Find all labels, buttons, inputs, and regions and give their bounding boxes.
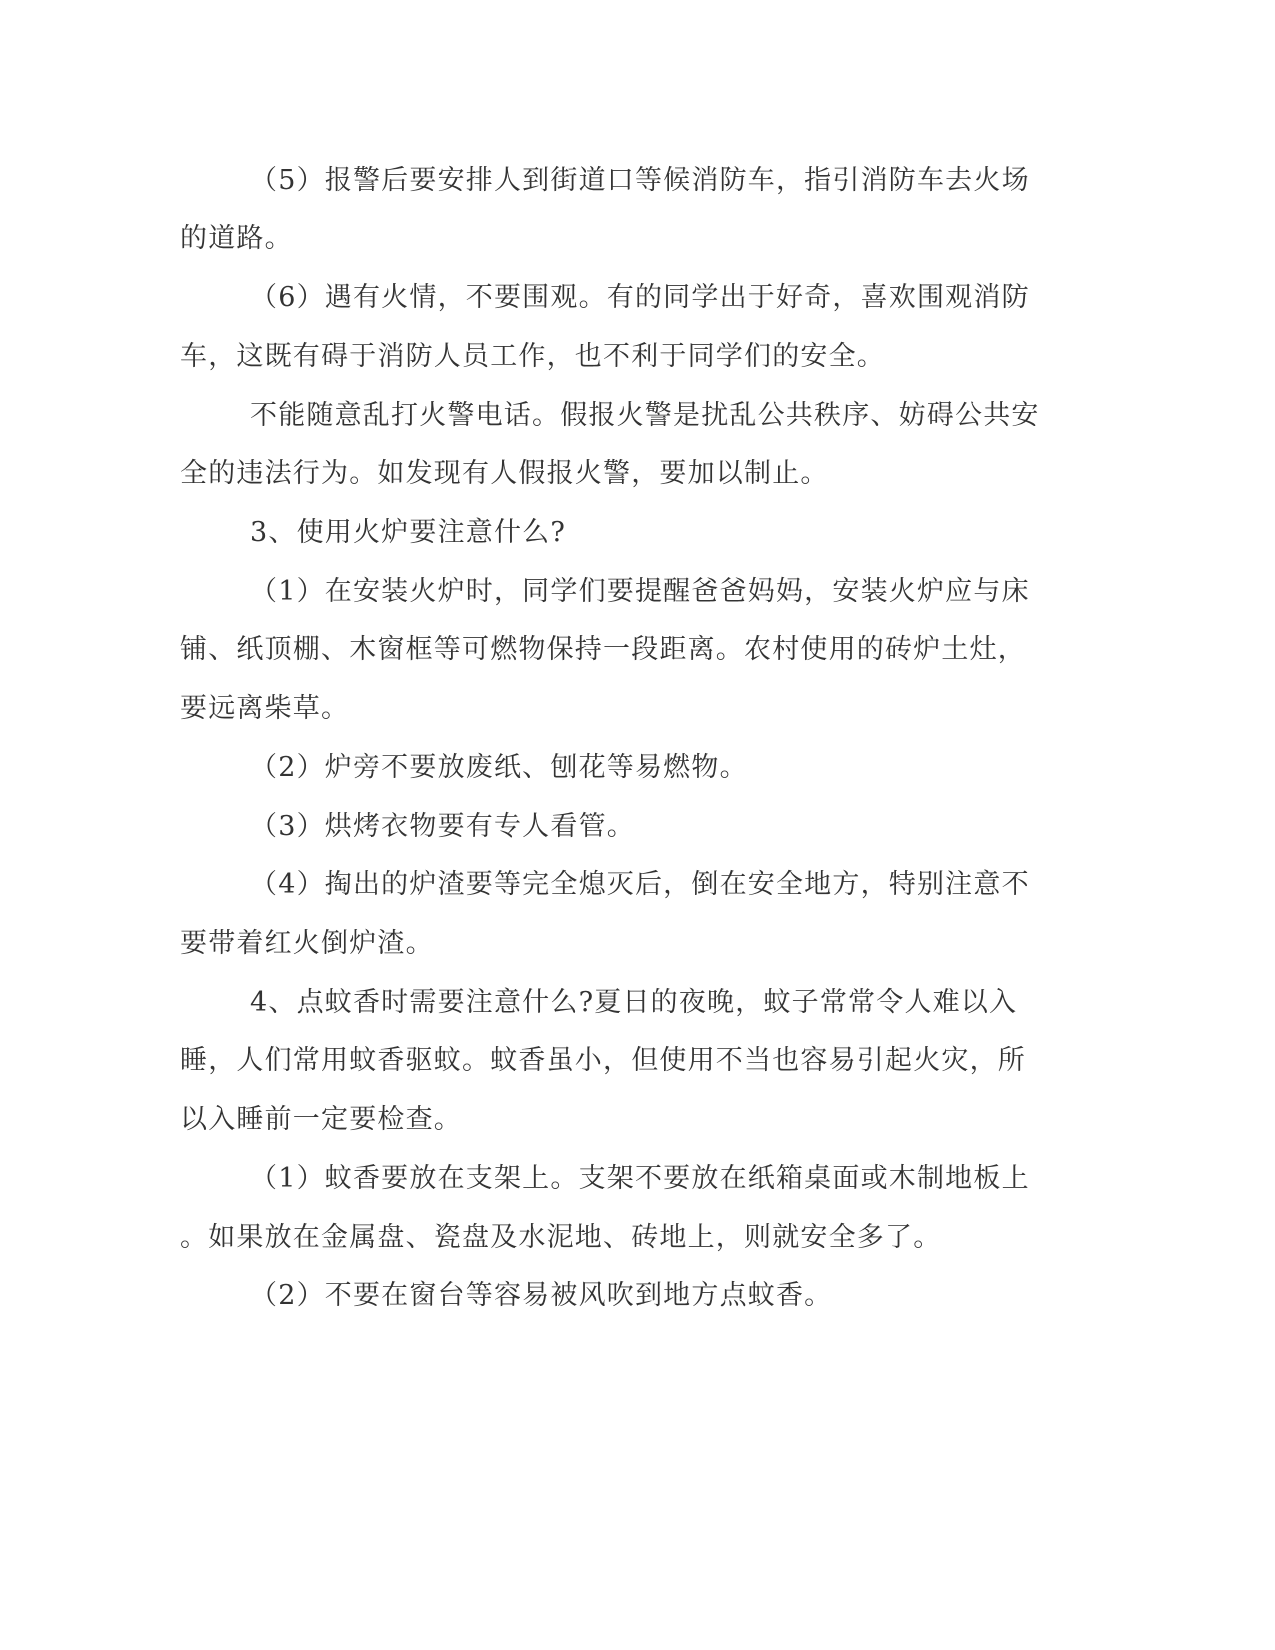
- paragraph-line: 不能随意乱打火警电话。假报火警是扰乱公共秩序、妨碍公共安: [250, 400, 1040, 431]
- paragraph-line: 睡，人们常用蚊香驱蚊。蚊香虽小，但使用不当也容易引起火灾，所: [180, 1045, 1026, 1076]
- paragraph-line: 铺、纸顶棚、木窗框等可燃物保持一段距离。农村使用的砖炉土灶，: [180, 634, 1026, 665]
- paragraph-line: 要带着红火倒炉渣。: [180, 928, 434, 959]
- paragraph-line: （3）烘烤衣物要有专人看管。: [250, 811, 635, 842]
- paragraph-line: （2）不要在窗台等容易被风吹到地方点蚊香。: [250, 1280, 833, 1311]
- paragraph-line: 全的违法行为。如发现有人假报火警，要加以制止。: [180, 458, 829, 489]
- paragraph-line: 以入睡前一定要检查。: [180, 1104, 462, 1135]
- paragraph-line: （1）在安装火炉时，同学们要提醒爸爸妈妈，安装火炉应与床: [250, 576, 1030, 607]
- paragraph-line: （5）报警后要安排人到街道口等候消防车，指引消防车去火场: [250, 165, 1030, 196]
- paragraph-line: 。如果放在金属盘、瓷盘及水泥地、砖地上，则就安全多了。: [180, 1222, 942, 1253]
- paragraph-line: 要远离柴草。: [180, 693, 350, 724]
- paragraph-line: 的道路。: [180, 223, 293, 254]
- section-heading: 3、使用火炉要注意什么?: [250, 517, 567, 548]
- paragraph-line: （4）掏出的炉渣要等完全熄灭后，倒在安全地方，特别注意不: [250, 869, 1030, 900]
- paragraph-line: （6）遇有火情，不要围观。有的同学出于好奇，喜欢围观消防: [250, 282, 1030, 313]
- paragraph-line: 车，这既有碍于消防人员工作，也不利于同学们的安全。: [180, 341, 885, 372]
- paragraph-line: （2）炉旁不要放废纸、刨花等易燃物。: [250, 752, 748, 783]
- section-heading: 4、点蚊香时需要注意什么?夏日的夜晚，蚊子常常令人难以入: [250, 987, 1018, 1018]
- paragraph-line: （1）蚊香要放在支架上。支架不要放在纸箱桌面或木制地板上: [250, 1163, 1030, 1194]
